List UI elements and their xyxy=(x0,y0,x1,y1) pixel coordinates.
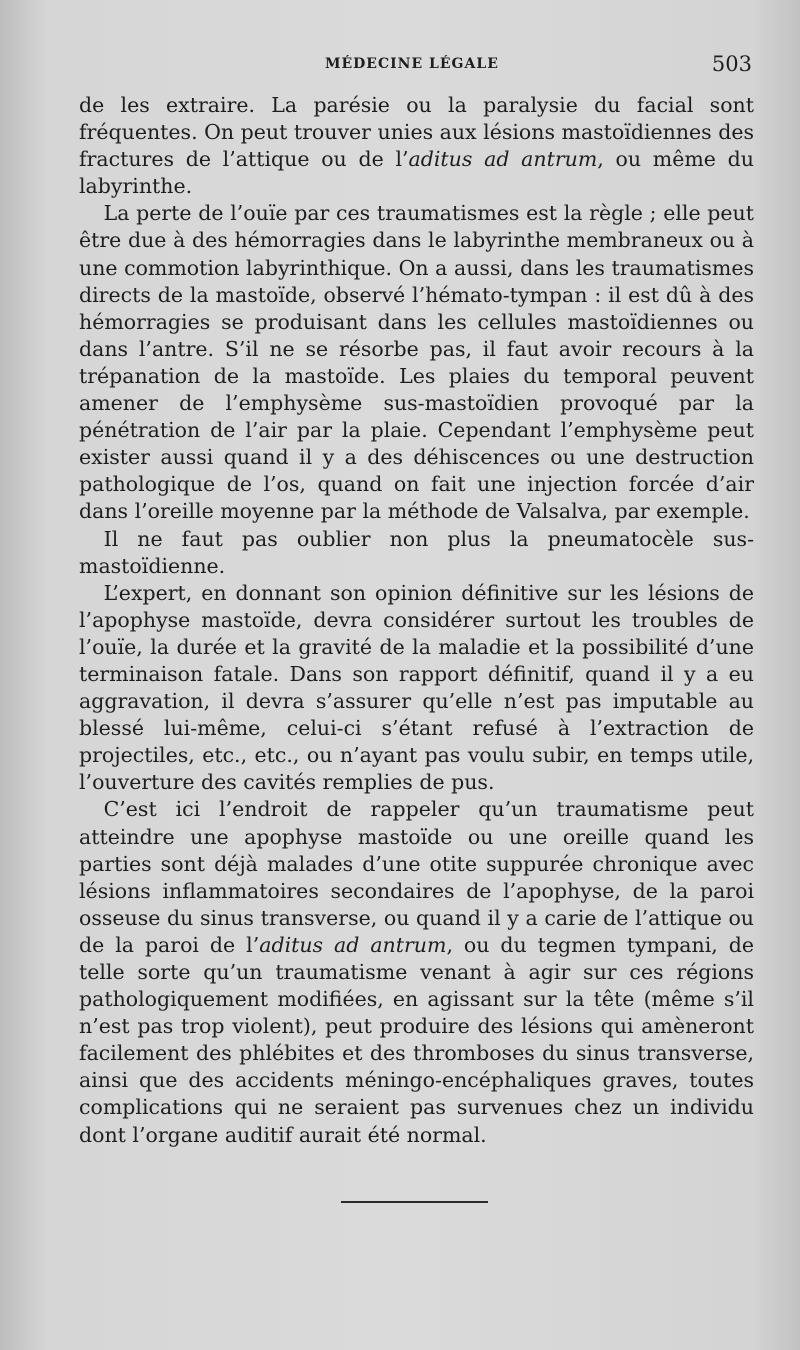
text-segment: , ou du tegmen tympani, de telle sorte qu’un traumatisme venant à agir sur ces régions pathologiquement modifiées, en agissant sur la tête (même s’il n’est pas trop violent), peut produire des lésions qui amèneront facilement des phlébites et des thromboses du sinus transverse, ainsi que des accidents méningo-encéphaliques graves, toutes complications qui ne seraient pas survenues chez un individu dont l’organe auditif aurait été normal. xyxy=(79,932,754,1147)
paragraph-1 xyxy=(79,92,754,200)
body-text xyxy=(79,92,754,1149)
text-segment: L’expert, en donnant son opinion définitive sur les lésions de l’apophyse mastoïde, devra considérer surtout les troubles de l’ouïe, la durée et la gravité de la maladie et la possibilité d’une terminaison fatale. Dans son rapport définitif, quand il y a eu aggravation, il devra s’assurer qu’elle n’est pas imputable au blessé lui-même, celui-ci s’étant refusé à l’extraction de projectiles, etc., etc., ou n’ayant pas voulu subir, en temps utile, l’ouverture des cavités remplies de pus. xyxy=(79,580,754,795)
text-segment: de les extraire. La parésie ou la paralysie du facial sont fréquentes. On peut trouver unies aux lésions mastoïdiennes des fractures de l’attique ou de l’ xyxy=(79,93,754,172)
paragraph-4 xyxy=(79,580,754,797)
page-header xyxy=(80,52,752,82)
text-segment-italic: aditus ad antrum xyxy=(408,147,598,172)
paragraph-5 xyxy=(79,796,754,1148)
text-segment: , ou même du labyrinthe. xyxy=(79,147,754,199)
text-segment-italic: aditus ad antrum xyxy=(259,932,447,957)
paragraph-3 xyxy=(79,526,754,580)
page-number: 503 xyxy=(711,52,752,76)
text-segment: C’est ici l’endroit de rappeler qu’un traumatisme peut atteindre une apophyse mastoïde ou une oreille quand les parties sont déjà malades d’une otite suppurée chronique avec lésions inflammatoires secondaires de l’apophyse, de la paroi osseuse du sinus transverse, ou quand il y a carie de l’attique ou de la paroi de l’ xyxy=(79,797,754,957)
paragraph-2 xyxy=(79,200,754,525)
text-segment: La perte de l’ouïe par ces traumatismes est la règle ; elle peut être due à des hémorragies dans le labyrinthe membraneux ou à une commotion labyrinthique. On a aussi, dans les traumatismes directs de la mastoïde, observé l’hémato-tympan : il est dû à des hémorragies se produisant dans les cellules mastoïdiennes ou dans l’antre. S’il ne se résorbe pas, il faut avoir recours à la trépanation de la mastoïde. Les plaies du temporal peuvent amener de l’emphysème sus-mastoïdien provoqué par la pénétration de l’air par la plaie. Cependant l’emphysème peut exister aussi quand il y a des déhiscences ou une destruction pathologique de l’os, quand on fait une injection forcée d’air dans l’oreille moyenne par la méthode de Valsalva, par exemple. xyxy=(79,201,754,524)
end-rule xyxy=(341,1201,488,1203)
text-segment: Il ne faut pas oublier non plus la pneumatocèle sus-mastoïdienne. xyxy=(79,526,754,578)
running-title: MÉDECINE LÉGALE xyxy=(325,56,499,72)
